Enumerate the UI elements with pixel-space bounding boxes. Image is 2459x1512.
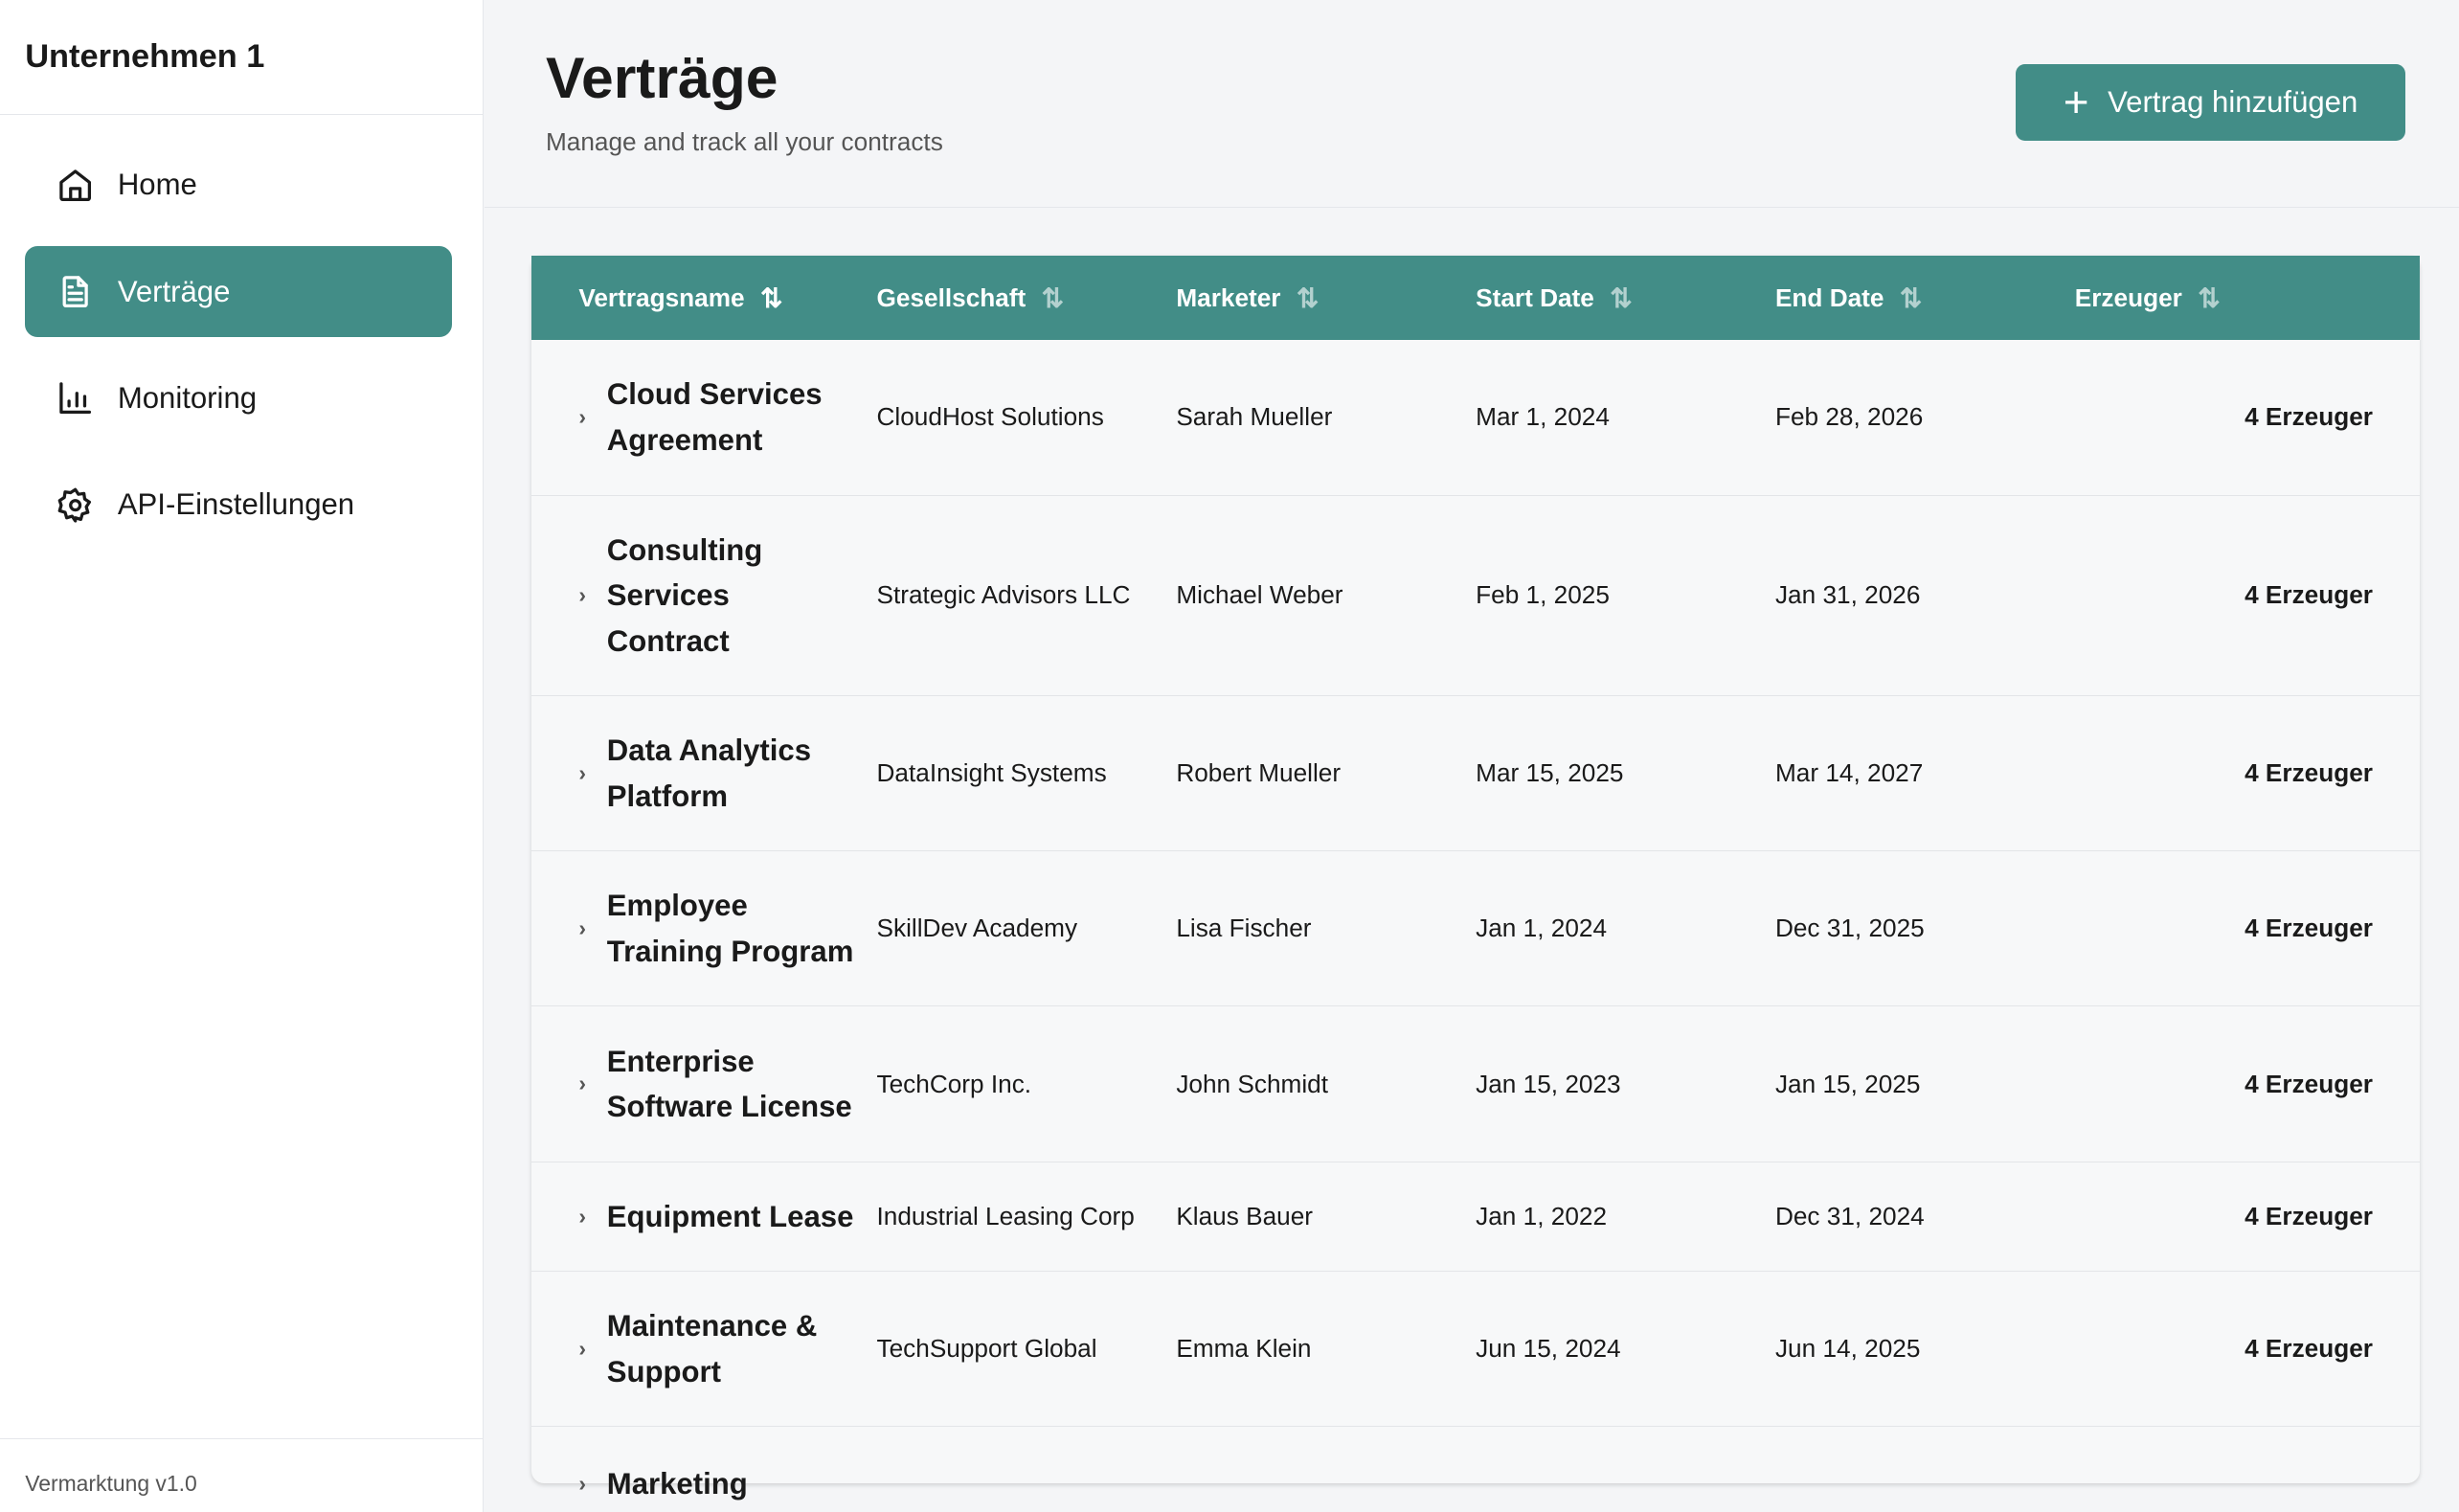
start-cell: Jan 15, 2023: [1476, 1069, 1621, 1098]
end-cell: Dec 31, 2025: [1774, 914, 1925, 943]
gear-icon: [56, 486, 94, 524]
plus-icon: +: [2063, 77, 2089, 127]
company-name: Unternehmen 1: [0, 0, 483, 115]
end-cell: Feb 28, 2026: [1774, 402, 1924, 432]
marketer-cell: Sarah Mueller: [1176, 402, 1333, 432]
sidebar-item-label: Verträge: [117, 274, 231, 308]
sort-icon: ⇅: [1899, 282, 1923, 313]
column-header-producers[interactable]: [2075, 282, 2420, 314]
sort-icon: ⇅: [1610, 282, 1633, 313]
chevron-right-icon[interactable]: ›: [578, 915, 586, 941]
contracts-table: [531, 256, 2420, 1501]
table-row[interactable]: [531, 1162, 2420, 1273]
marketer-cell: Klaus Bauer: [1176, 1201, 1313, 1230]
column-label: Erzeuger: [2074, 282, 2182, 312]
producers-cell: 4 Erzeuger: [2245, 402, 2373, 432]
sort-icon: ⇅: [1041, 282, 1064, 313]
sidebar: [0, 0, 484, 1512]
sidebar-item-vertraege[interactable]: [25, 246, 451, 337]
start-cell: Mar 1, 2024: [1476, 402, 1610, 432]
column-label: End Date: [1774, 282, 1884, 312]
add-contract-button[interactable]: [2016, 64, 2406, 141]
company-cell: Strategic Advisors LLC: [876, 580, 1131, 610]
start-cell: Feb 1, 2025: [1476, 580, 1610, 610]
contract-name: Consulting Services Contract: [606, 532, 763, 658]
chevron-right-icon[interactable]: ›: [578, 1336, 586, 1362]
contract-name-cell: [531, 372, 876, 463]
start-cell: Mar 15, 2025: [1476, 758, 1624, 788]
producers-cell: 4 Erzeuger: [2245, 914, 2373, 943]
sidebar-item-label: Monitoring: [117, 380, 258, 415]
chevron-right-icon[interactable]: ›: [578, 582, 586, 608]
contract-name: Cloud Services Agreement: [606, 377, 823, 457]
contract-name-cell: [531, 1427, 876, 1507]
column-label: Start Date: [1476, 282, 1594, 312]
end-cell: Dec 31, 2024: [1774, 1201, 1925, 1230]
end-cell: Jan 15, 2025: [1774, 1069, 1921, 1098]
column-header-name[interactable]: [531, 282, 876, 314]
marketer-cell: Lisa Fischer: [1176, 914, 1312, 943]
contract-name-cell: [531, 528, 876, 665]
start-cell: Jan 1, 2024: [1476, 914, 1608, 943]
contract-name: Marketing: [606, 1467, 748, 1501]
add-contract-label: Vertrag hinzufügen: [2108, 85, 2358, 120]
sort-icon: ⇅: [2198, 282, 2221, 313]
column-label: Marketer: [1176, 282, 1281, 312]
company-cell: TechSupport Global: [876, 1334, 1097, 1364]
chevron-right-icon[interactable]: ›: [578, 1071, 586, 1096]
company-cell: DataInsight Systems: [876, 758, 1107, 788]
contract-name: Enterprise Software License: [606, 1044, 852, 1123]
sidebar-item-label: API-Einstellungen: [117, 487, 355, 522]
table-row[interactable]: [531, 340, 2420, 495]
sidebar-item-label: Home: [117, 168, 197, 202]
marketer-cell: Michael Weber: [1176, 580, 1343, 610]
sort-icon: ⇅: [759, 282, 783, 313]
contract-name-cell: [531, 1039, 876, 1130]
table-row[interactable]: [531, 1272, 2420, 1427]
sidebar-item-monitoring[interactable]: [25, 352, 451, 443]
marketer-cell: Emma Klein: [1176, 1334, 1312, 1364]
start-cell: Jun 15, 2024: [1476, 1334, 1621, 1364]
chevron-right-icon[interactable]: ›: [578, 1471, 586, 1497]
producers-cell: 4 Erzeuger: [2245, 758, 2373, 788]
column-header-start-date[interactable]: [1476, 282, 1775, 314]
contract-name-cell: [531, 728, 876, 819]
chevron-right-icon[interactable]: ›: [578, 759, 586, 785]
table-row[interactable]: [531, 1006, 2420, 1162]
page-subtitle: Manage and track all your contracts: [545, 126, 943, 156]
sidebar-item-api-settings[interactable]: [25, 460, 451, 551]
table-row[interactable]: [531, 696, 2420, 851]
table-row[interactable]: [531, 851, 2420, 1006]
table-header: [531, 256, 2420, 340]
company-cell: CloudHost Solutions: [876, 402, 1104, 432]
start-cell: Jan 1, 2022: [1476, 1201, 1608, 1230]
contract-name: Maintenance & Support: [606, 1309, 818, 1388]
document-icon: [56, 273, 94, 310]
company-cell: TechCorp Inc.: [876, 1069, 1032, 1098]
column-header-company[interactable]: [877, 282, 1177, 314]
end-cell: Jun 14, 2025: [1774, 1334, 1921, 1364]
table-row[interactable]: [531, 496, 2420, 697]
producers-cell: 4 Erzeuger: [2245, 1201, 2373, 1230]
marketer-cell: John Schmidt: [1176, 1069, 1328, 1098]
contract-name-cell: [531, 1194, 876, 1240]
app-version: Vermarktung v1.0: [0, 1438, 483, 1512]
column-header-marketer[interactable]: [1176, 282, 1476, 314]
home-icon: [56, 167, 94, 204]
chevron-right-icon[interactable]: ›: [578, 1203, 586, 1229]
contract-name-cell: [531, 883, 876, 974]
contract-name-cell: [531, 1303, 876, 1394]
column-header-end-date[interactable]: [1775, 282, 2075, 314]
company-cell: Industrial Leasing Corp: [876, 1201, 1135, 1230]
chevron-right-icon[interactable]: ›: [578, 404, 586, 430]
sidebar-item-home[interactable]: [25, 140, 451, 231]
bar-chart-icon: [56, 379, 94, 417]
table-body: [531, 340, 2420, 1501]
end-cell: Mar 14, 2027: [1774, 758, 1924, 788]
producers-cell: 4 Erzeuger: [2245, 580, 2373, 610]
column-label: Vertragsname: [578, 282, 745, 312]
end-cell: Jan 31, 2026: [1774, 580, 1921, 610]
producers-cell: 4 Erzeuger: [2245, 1069, 2373, 1098]
company-cell: SkillDev Academy: [876, 914, 1078, 943]
sidebar-nav: [0, 115, 483, 551]
table-row[interactable]: [531, 1427, 2420, 1501]
sort-icon: ⇅: [1296, 282, 1320, 313]
contract-name: Employee Training Program: [606, 889, 854, 968]
page-title: Verträge: [545, 44, 778, 110]
page-header: [485, 0, 2459, 208]
marketer-cell: Robert Mueller: [1176, 758, 1342, 788]
contract-name: Equipment Lease: [606, 1199, 854, 1233]
contract-name: Data Analytics Platform: [606, 733, 812, 813]
producers-cell: 4 Erzeuger: [2245, 1334, 2373, 1364]
column-label: Gesellschaft: [876, 282, 1026, 312]
